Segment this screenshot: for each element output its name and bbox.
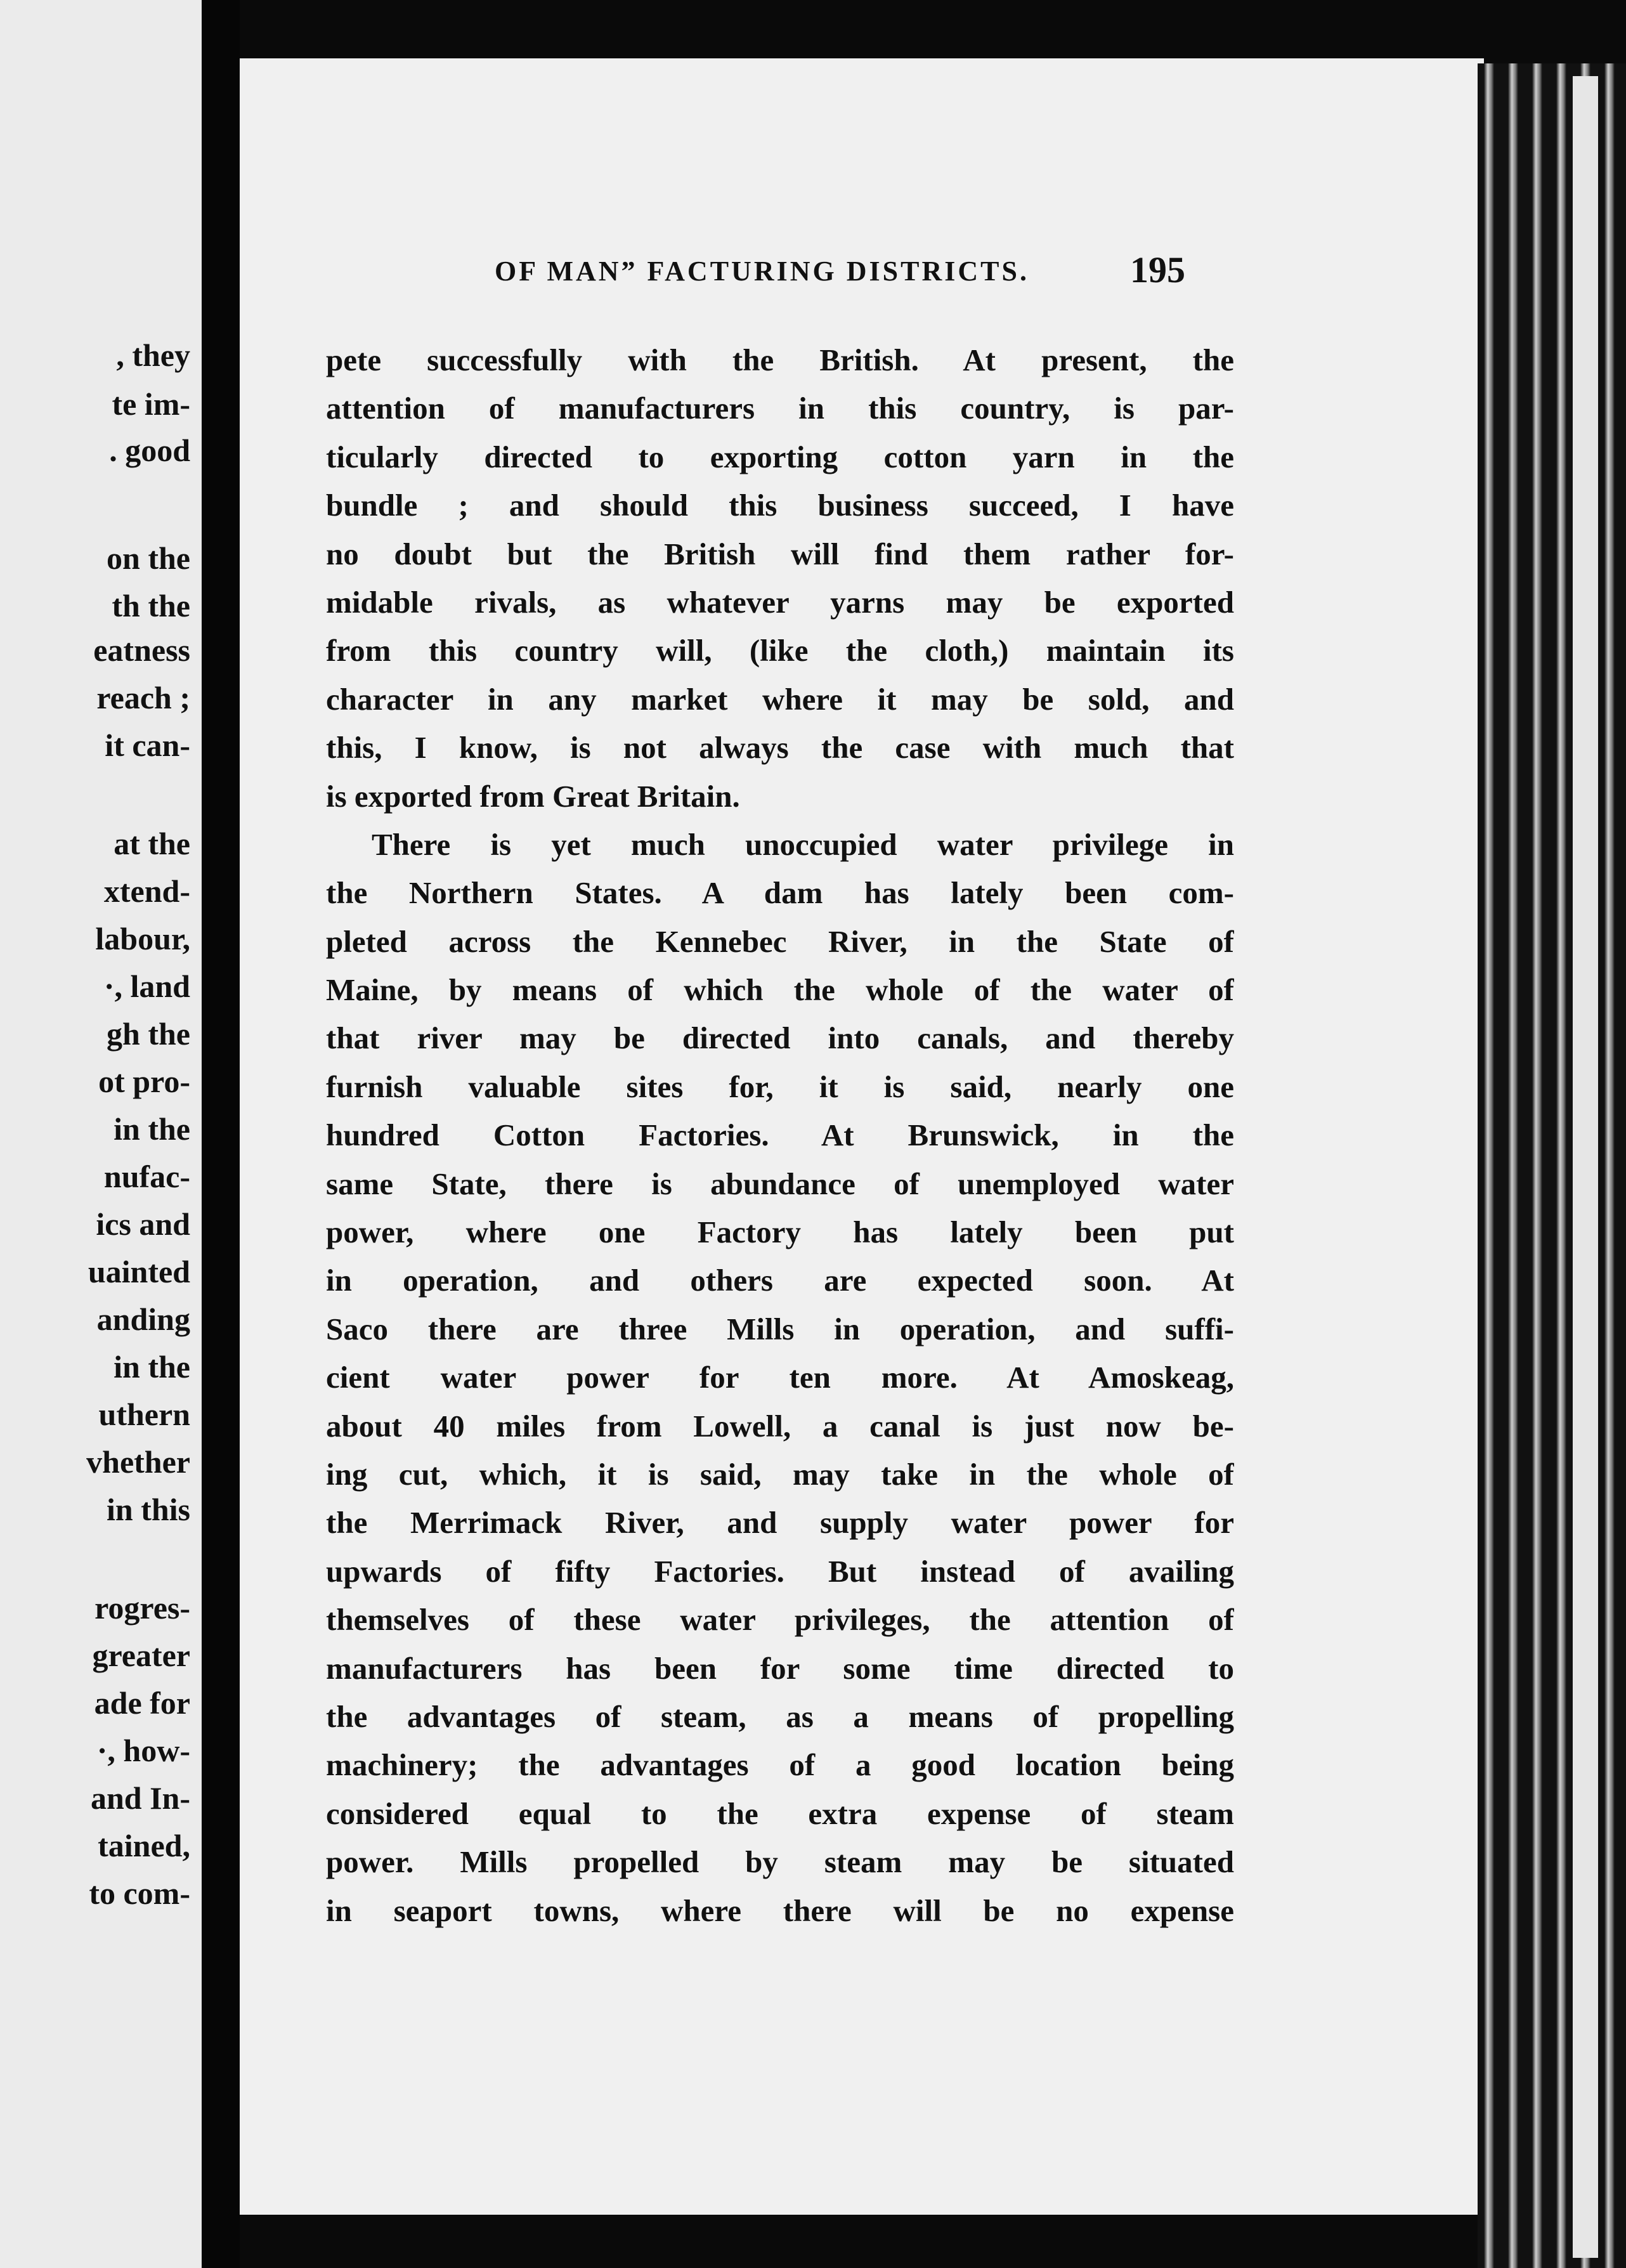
text-line: machinery; the advantages of a good location being xyxy=(326,1747,1234,1783)
left-page-line: , they xyxy=(116,337,190,373)
text-line: that river may be directed into canals, and thereby xyxy=(326,1020,1234,1056)
left-page-line: gh the xyxy=(107,1016,190,1052)
left-page-line: eatness xyxy=(93,632,190,668)
left-page-line: at the xyxy=(114,826,190,861)
text-line: no doubt but the British will find them rather for- xyxy=(326,536,1234,571)
left-page-line: ot pro- xyxy=(98,1064,190,1099)
text-line: cient water power for ten more. At Amoskeag, xyxy=(326,1360,1234,1395)
left-page-line: . good xyxy=(109,433,190,468)
left-page-line: in this xyxy=(106,1492,190,1527)
text-line: about 40 miles from Lowell, a canal is just now be- xyxy=(326,1408,1234,1444)
text-line: ticularly directed to exporting cotton yarn in the xyxy=(326,439,1234,474)
left-page-line: in the xyxy=(114,1349,190,1385)
left-page-line: on the xyxy=(107,540,190,576)
left-page-line: ade for xyxy=(94,1685,190,1721)
left-page-line: te im- xyxy=(112,386,190,422)
left-page-line: labour, xyxy=(95,921,190,956)
left-page xyxy=(0,0,202,2268)
book-gutter xyxy=(202,0,240,2268)
left-page-line: nufac- xyxy=(103,1159,190,1194)
text-line: pete successfully with the British. At present, the xyxy=(326,342,1234,377)
text-line: the Merrimack River, and supply water power for xyxy=(326,1505,1234,1541)
text-line: hundred Cotton Factories. At Brunswick, in the xyxy=(326,1118,1234,1153)
text-line: in seaport towns, where there will be no expense xyxy=(326,1893,1234,1928)
left-page-line: it can- xyxy=(105,727,190,763)
text-line: considered equal to the extra expense of steam xyxy=(326,1796,1234,1831)
text-line: themselves of these water privileges, the attention of xyxy=(326,1602,1234,1638)
text-line: bundle ; and should this business succeed, I have xyxy=(326,488,1234,523)
page-number: 195 xyxy=(1130,249,1185,290)
text-line: this, I know, is not always the case with much that xyxy=(326,730,1234,766)
text-line: same State, there is abundance of unemployed water xyxy=(326,1166,1234,1201)
page-edges xyxy=(1478,63,1626,2268)
running-head: OF MAN” FACTURING DISTRICTS. xyxy=(495,256,1029,287)
text-line: in operation, and others are expected soon. At xyxy=(326,1263,1234,1298)
left-page-line: greater xyxy=(92,1638,190,1673)
text-line: character in any market where it may be sold, and xyxy=(326,681,1234,717)
left-page-line: in the xyxy=(114,1111,190,1147)
body-text xyxy=(326,336,1234,1935)
left-page-line: ·, land xyxy=(103,968,190,1004)
left-page-line: rogres- xyxy=(94,1590,190,1626)
text-line: Saco there are three Mills in operation, and suffi- xyxy=(326,1311,1234,1346)
text-line: the advantages of steam, as a means of propelling xyxy=(326,1698,1234,1734)
left-page-line: xtend- xyxy=(103,873,190,909)
text-line: furnish valuable sites for, it is said, nearly one xyxy=(326,1069,1234,1104)
left-page-line: ics and xyxy=(96,1206,190,1242)
text-line: power, where one Factory has lately been put xyxy=(326,1215,1234,1250)
left-page-line: anding xyxy=(96,1301,190,1337)
text-line: midable rivals, as whatever yarns may be exported xyxy=(326,584,1234,620)
text-line: attention of manufacturers in this country, is par- xyxy=(326,391,1234,426)
text-line: There is yet much unoccupied water privilege in xyxy=(372,826,1234,862)
text-line: from this country will, (like the cloth,) maintain its xyxy=(326,633,1234,668)
text-line: ing cut, which, it is said, may take in the whole of xyxy=(326,1456,1234,1492)
left-page-line: ·, how- xyxy=(96,1733,190,1768)
text-line: pleted across the Kennebec River, in the State of xyxy=(326,923,1234,959)
left-page-line: and In- xyxy=(90,1780,190,1816)
left-page-line: vhether xyxy=(86,1444,190,1480)
left-page-line: reach ; xyxy=(96,680,190,715)
paragraph-2 xyxy=(326,821,1234,1935)
left-page-line: th the xyxy=(112,588,190,623)
text-line: Maine, by means of which the whole of the water of xyxy=(326,972,1234,1008)
text-line: is exported from Great Britain. xyxy=(326,778,740,814)
paragraph-1 xyxy=(326,336,1234,821)
left-page-line: uainted xyxy=(88,1254,190,1289)
text-line: power. Mills propelled by steam may be situated xyxy=(326,1844,1234,1880)
text-line: the Northern States. A dam has lately been com- xyxy=(326,875,1234,911)
left-page-line: to com- xyxy=(89,1875,190,1911)
left-page-line: tained, xyxy=(98,1828,190,1863)
page-edge-highlight xyxy=(1573,76,1598,2258)
text-line: upwards of fifty Factories. But instead of availing xyxy=(326,1553,1234,1589)
left-page-line: uthern xyxy=(98,1397,190,1432)
text-line: manufacturers has been for some time directed to xyxy=(326,1650,1234,1686)
